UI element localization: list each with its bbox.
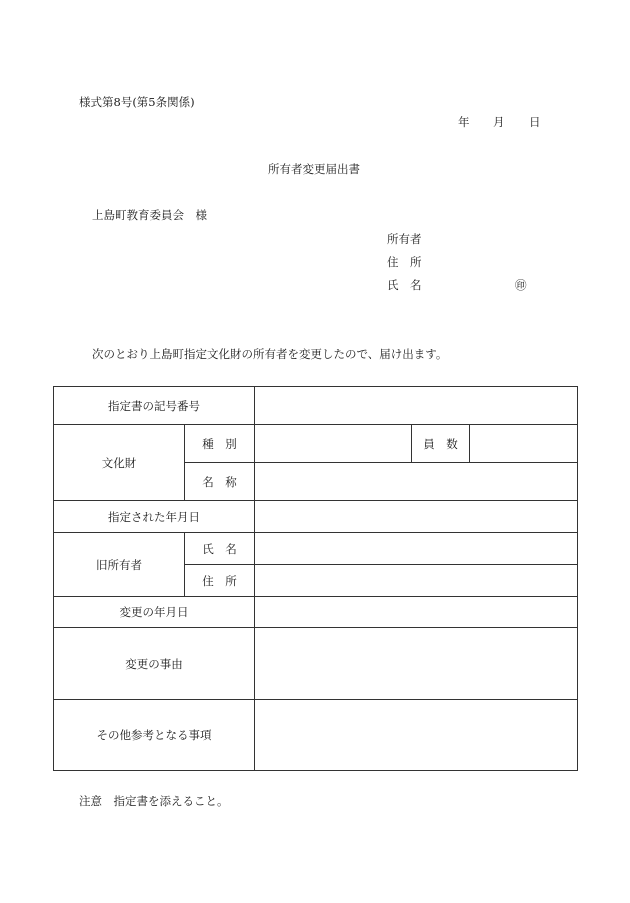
change-reason-label: 変更の事由 [54,628,255,700]
date-month-label: 月 [493,115,505,129]
designation-number-label: 指定書の記号番号 [54,387,255,425]
other-notes-label: その他参考となる事項 [54,700,255,771]
form-number: 様式第8号(第5条関係) [79,95,195,109]
name-field[interactable] [255,463,578,501]
document-title: 所有者変更届出書 [268,162,360,176]
count-label: 員 数 [412,425,470,463]
owner-address-label: 住 所 [387,255,422,269]
table-row [54,628,578,700]
cultural-property-label: 文化財 [54,425,185,501]
table-row [54,387,578,425]
owner-name-label: 氏 名 [387,278,422,292]
designated-date-field[interactable] [255,501,578,533]
change-date-label: 変更の年月日 [54,597,255,628]
designated-date-label: 指定された年月日 [54,501,255,533]
date-year-label: 年 [458,115,470,129]
former-owner-name-label: 氏 名 [185,533,255,565]
other-notes-field[interactable] [255,700,578,771]
table-row [54,501,578,533]
name-label: 名 称 [185,463,255,501]
type-field[interactable] [255,425,412,463]
count-field[interactable] [470,425,578,463]
table-row [54,700,578,771]
date-day-label: 日 [529,115,541,129]
table-row [54,533,578,565]
seal-mark: ㊞ [515,278,527,292]
former-owner-name-field[interactable] [255,533,578,565]
table-row [54,597,578,628]
addressee: 上島町教育委員会 様 [92,208,207,222]
former-owner-address-field[interactable] [255,565,578,597]
table-row [54,425,578,463]
change-reason-field[interactable] [255,628,578,700]
change-date-field[interactable] [255,597,578,628]
owner-heading: 所有者 [387,232,422,246]
former-owner-label: 旧所有者 [54,533,185,597]
type-label: 種 別 [185,425,255,463]
notification-table [53,386,578,771]
attachment-note: 注意 指定書を添えること。 [79,794,229,808]
designation-number-field[interactable] [255,387,578,425]
body-text: 次のとおり上島町指定文化財の所有者を変更したので、届け出ます。 [92,347,448,361]
former-owner-address-label: 住 所 [185,565,255,597]
